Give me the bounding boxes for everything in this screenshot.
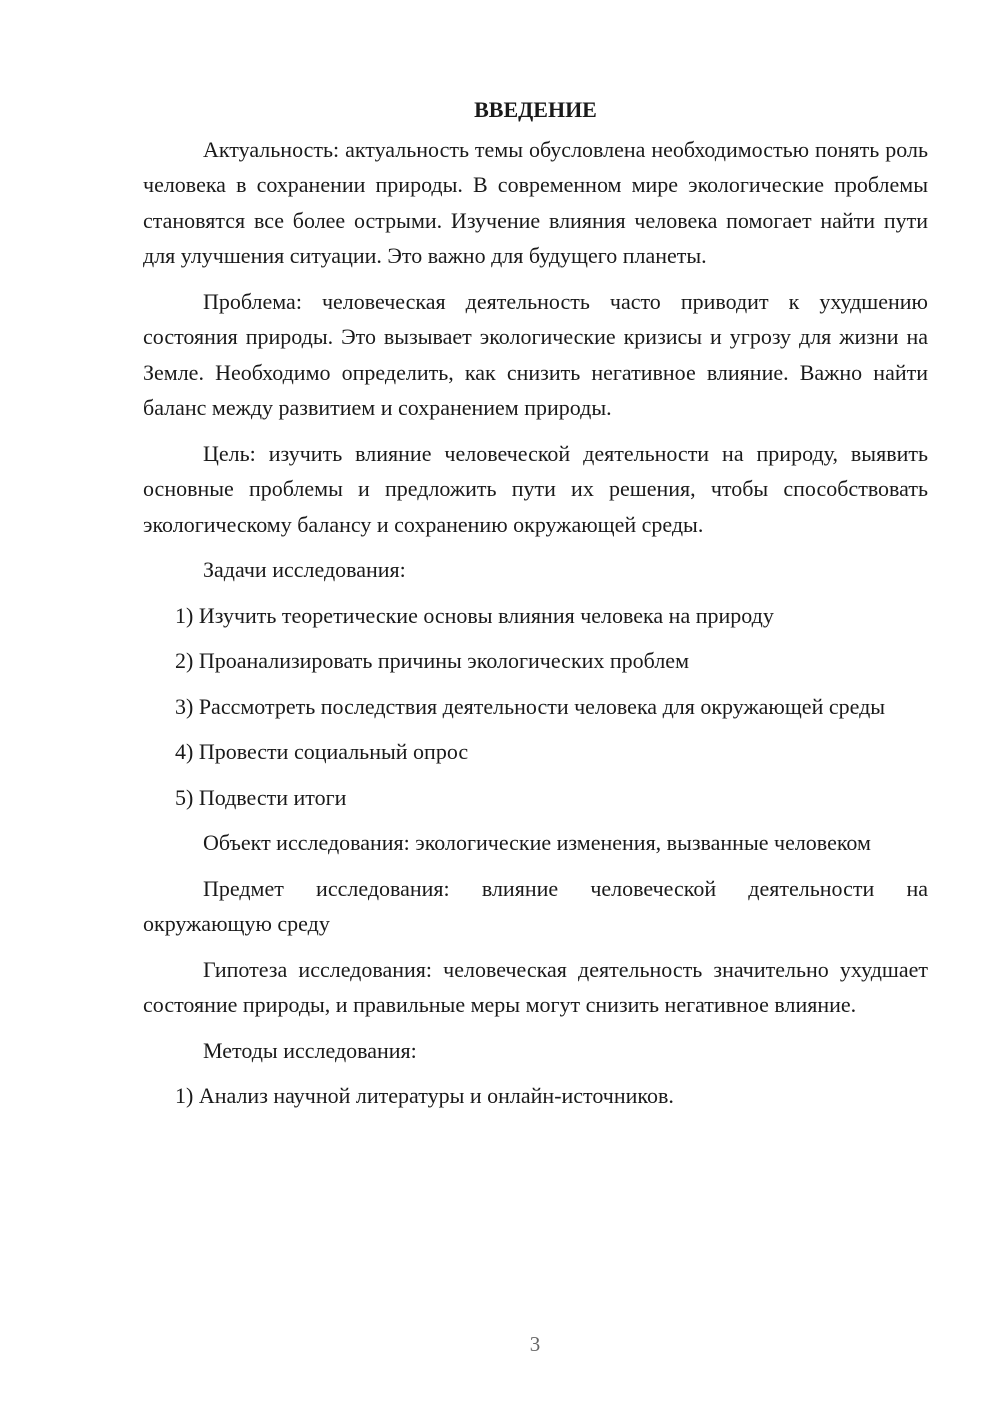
task-item: 2) Проанализировать причины экологических проблем [175,648,689,673]
relevance-paragraph: Актуальность: актуальность темы обусловлена необходимостью понять роль человека в сохранении природы. В современном мире экологические проблемы становятся все более острыми. Изучение влияния человека помогает найти пути для улучшения ситуации. Это важно для будущего планеты. [143,136,928,268]
problem-paragraph: Проблема: человеческая деятельность часто приводит к ухудшению состояния природы. Это вызывает экологические кризисы и угрозу для жизни на Земле. Необходимо определить, как снизить негативное влияние. Важно найти баланс между развитием и сохранением природы. [143,288,928,420]
task-item: 4) Провести социальный опрос [175,739,469,764]
task-item: 5) Подвести итоги [175,784,347,810]
hypothesis-paragraph: Гипотеза исследования: человеческая деятельность значительно ухудшает состояние природы, и правильные меры могут снизить негативное влияние. [143,956,928,1017]
tasks-heading: Задачи исследования: [203,557,406,582]
methods-heading: Методы исследования: [203,1037,417,1063]
page-number: 3 [529,1332,541,1356]
method-item: 1) Анализ научной литературы и онлайн-источников. [175,1083,674,1108]
goal-paragraph: Цель: изучить влияние человеческой деятельности на природу, выявить основные проблемы и предложить пути их решения, чтобы способствовать экологическому балансу и сохранению окружающей среды. [143,440,928,537]
task-item: 1) Изучить теоретические основы влияния человека на природу [175,602,774,628]
document-page [143,92,928,1124]
object-paragraph: Объект исследования: экологические изменения, вызванные человеком [203,830,871,855]
subject-paragraph: Предмет исследования: влияние человеческой деятельности на окружающую среду [143,875,928,936]
section-title: ВВЕДЕНИЕ [474,97,597,122]
task-item: 3) Рассмотреть последствия деятельности человека для окружающей среды [175,693,886,719]
